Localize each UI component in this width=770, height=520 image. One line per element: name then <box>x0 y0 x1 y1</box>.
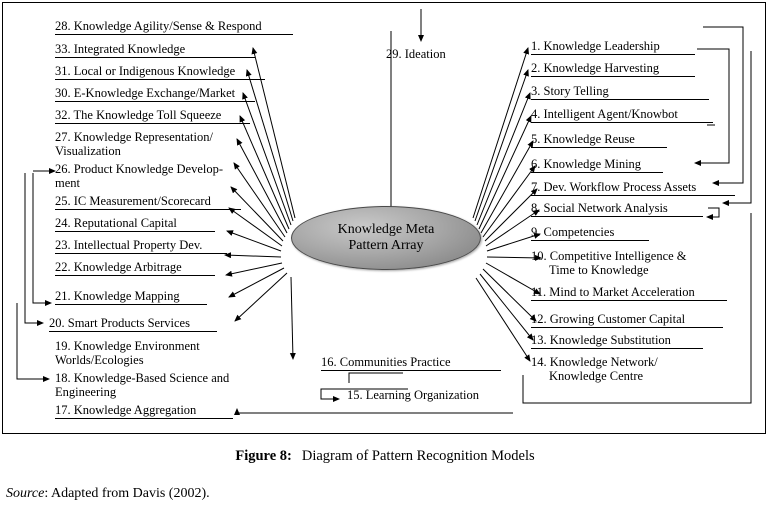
hub-line2: Pattern Array <box>348 238 424 253</box>
node-26[interactable] <box>55 162 251 190</box>
node-25[interactable]: 25. IC Measurement/Scorecard <box>55 194 241 210</box>
node-12[interactable]: 12. Growing Customer Capital <box>531 312 723 328</box>
node-13[interactable]: 13. Knowledge Substitution <box>531 333 703 349</box>
node-3[interactable]: 3. Story Telling <box>531 84 709 100</box>
node-10-line2: Time to Knowledge <box>549 263 649 277</box>
figure-label: Figure 8: <box>235 448 292 464</box>
node-27-line1: 27. Knowledge Representation/ <box>55 130 213 144</box>
node-22[interactable]: 22. Knowledge Arbitrage <box>55 260 215 276</box>
node-16[interactable]: 16. Communities Practice <box>321 355 501 371</box>
node-26-line2: ment <box>55 176 80 190</box>
node-32[interactable]: 32. The Knowledge Toll Squeeze <box>55 108 250 124</box>
source-prefix: Source <box>6 486 45 501</box>
node-18-line1: 18. Knowledge-Based Science and <box>55 371 230 385</box>
node-8[interactable]: 8. Social Network Analysis <box>531 201 703 217</box>
node-14[interactable] <box>531 355 707 383</box>
node-26-line1: 26. Product Knowledge Develop- <box>55 162 224 176</box>
node-7[interactable]: 7. Dev. Workflow Process Assets <box>531 180 735 196</box>
node-2[interactable]: 2. Knowledge Harvesting <box>531 61 695 77</box>
node-10[interactable] <box>531 249 731 277</box>
node-18-line2: Engineering <box>55 385 117 399</box>
diagram-frame <box>2 2 766 434</box>
node-6[interactable]: 6. Knowledge Mining <box>531 157 663 173</box>
node-19[interactable] <box>55 339 245 367</box>
node-27-line2: Visualization <box>55 144 121 158</box>
node-15[interactable]: 15. Learning Organization <box>347 388 480 402</box>
figure-source <box>6 486 210 502</box>
node-1[interactable]: 1. Knowledge Leadership <box>531 39 695 55</box>
figure-caption <box>0 448 770 465</box>
node-14-line1: 14. Knowledge Network/ <box>531 355 658 369</box>
node-31[interactable]: 31. Local or Indigenous Knowledge <box>55 64 265 80</box>
node-23[interactable]: 23. Intellectual Property Dev. <box>55 238 227 254</box>
node-19-line2: Worlds/Ecologies <box>55 353 144 367</box>
source-text: : Adapted from Davis (2002). <box>44 486 210 501</box>
center-hub[interactable] <box>291 206 481 270</box>
node-18[interactable] <box>55 371 259 399</box>
node-5[interactable]: 5. Knowledge Reuse <box>531 132 667 148</box>
figure-title: Diagram of Pattern Recognition Models <box>301 448 535 464</box>
node-4[interactable]: 4. Intelligent Agent/Knowbot <box>531 107 713 123</box>
node-30[interactable]: 30. E-Knowledge Exchange/Market <box>55 86 255 102</box>
node-27[interactable] <box>55 130 251 158</box>
node-10-line1: 10. Competitive Intelligence & <box>531 249 687 263</box>
node-20[interactable]: 20. Smart Products Services <box>49 316 217 332</box>
node-19-line1: 19. Knowledge Environment <box>55 339 200 353</box>
node-11[interactable]: 11. Mind to Market Acceleration <box>531 285 727 301</box>
node-28[interactable]: 28. Knowledge Agility/Sense & Respond <box>55 19 293 35</box>
node-33[interactable]: 33. Integrated Knowledge <box>55 42 255 58</box>
node-9[interactable]: 9. Competencies <box>531 225 649 241</box>
hub-line1: Knowledge Meta <box>337 222 435 237</box>
node-29[interactable]: 29. Ideation <box>386 47 446 61</box>
node-14-line2: Knowledge Centre <box>549 369 644 383</box>
node-21[interactable]: 21. Knowledge Mapping <box>55 289 207 305</box>
node-17[interactable]: 17. Knowledge Aggregation <box>55 403 233 419</box>
node-24[interactable]: 24. Reputational Capital <box>55 216 215 232</box>
